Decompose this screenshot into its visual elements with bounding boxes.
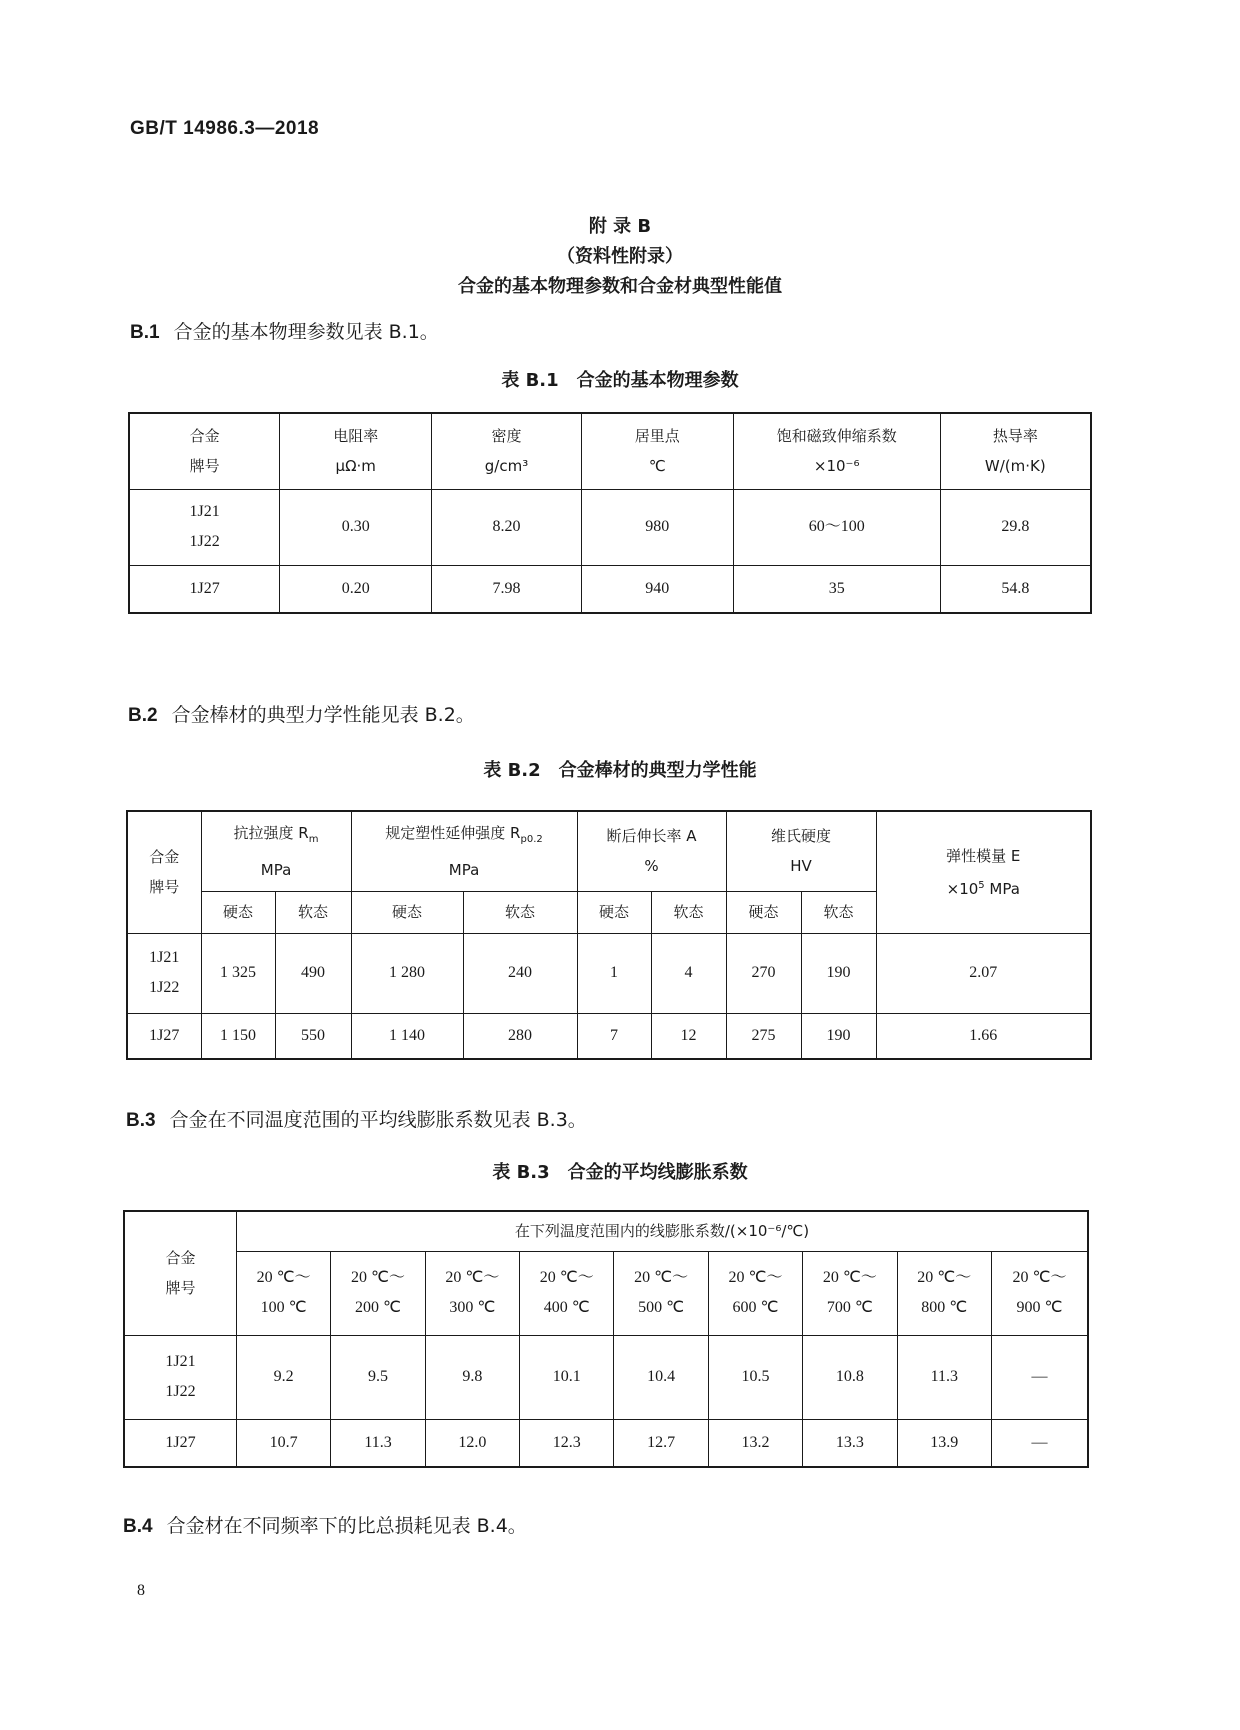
table-cell: 1 150 <box>201 1013 275 1059</box>
table-cell: 11.3 <box>331 1419 425 1467</box>
table-cell: — <box>991 1419 1088 1467</box>
soft-state-label: 软态 <box>651 891 726 933</box>
table-cell: 270 <box>726 933 801 1013</box>
table-cell: 0.30 <box>280 489 432 565</box>
table-cell: 240 <box>463 933 577 1013</box>
table-b3-header-grade: 合金 牌号 <box>124 1211 236 1335</box>
temperature-range-cell: 20 ℃～ 900 ℃ <box>991 1251 1088 1335</box>
table-b2-header-tensile: 抗拉强度 $R_m$ MPa <box>201 811 351 891</box>
temperature-range-cell: 20 ℃～ 100 ℃ <box>236 1251 330 1335</box>
table-b2-header-row <box>127 811 1091 891</box>
table-b2 <box>126 810 1092 1060</box>
table-b2-header-grade: 合金 牌号 <box>127 811 201 933</box>
appendix-type: （资料性附录） <box>557 246 683 267</box>
table-cell: 4 <box>651 933 726 1013</box>
soft-state-label: 软态 <box>801 891 876 933</box>
page-number: 8 <box>137 1582 145 1599</box>
temperature-range-cell: 20 ℃～ 700 ℃ <box>803 1251 897 1335</box>
table-row <box>129 565 1091 613</box>
grade-cell: 1J27 <box>129 565 280 613</box>
section-b2 <box>128 700 475 727</box>
table-cell: 13.3 <box>803 1419 897 1467</box>
table-cell: 11.3 <box>897 1335 991 1419</box>
table-cell: 1 140 <box>351 1013 463 1059</box>
table-cell: 10.1 <box>520 1335 614 1419</box>
table-cell: 9.8 <box>425 1335 519 1419</box>
temperature-range-cell: 20 ℃～ 800 ℃ <box>897 1251 991 1335</box>
hard-state-label: 硬态 <box>577 891 651 933</box>
table-b1-header-magnetostriction: 饱和磁致伸缩系数 ×10⁻⁶ <box>733 413 940 489</box>
table1-title: 表 B.1 合金的基本物理参数 <box>501 370 739 391</box>
table-b1-header-conductivity: 热导率 W/(m·K) <box>940 413 1091 489</box>
table-cell: 10.4 <box>614 1335 708 1419</box>
grade-cell: 1J27 <box>127 1013 201 1059</box>
standard-number: GB/T 14986.3—2018 <box>130 118 320 139</box>
table-cell: 190 <box>801 933 876 1013</box>
section-b4 <box>123 1511 527 1538</box>
temperature-range-cell: 20 ℃～ 300 ℃ <box>425 1251 519 1335</box>
table-b1 <box>128 412 1092 614</box>
table-cell: 280 <box>463 1013 577 1059</box>
section-b4-number: B.4 <box>123 1516 153 1537</box>
table-cell: 10.5 <box>708 1335 802 1419</box>
table-row <box>129 489 1091 565</box>
section-b1-number: B.1 <box>130 322 160 343</box>
table-cell: 1 280 <box>351 933 463 1013</box>
section-b3-number: B.3 <box>126 1110 156 1131</box>
table-cell: 12.7 <box>614 1419 708 1467</box>
table-cell: 2.07 <box>876 933 1091 1013</box>
section-b4-text: 合金材在不同频率下的比总损耗见表 B.4。 <box>166 1515 527 1537</box>
grade-cell: 1J21 1J22 <box>124 1335 236 1419</box>
table-cell: 9.5 <box>331 1335 425 1419</box>
section-b2-number: B.2 <box>128 705 158 726</box>
soft-state-label: 软态 <box>463 891 577 933</box>
table-cell: 12.0 <box>425 1419 519 1467</box>
table-b2-header-elongation: 断后伸长率 A % <box>577 811 726 891</box>
appendix-title: 附 录 B <box>588 216 652 237</box>
table-b1-header-density: 密度 g/cm³ <box>432 413 582 489</box>
table-b2-header-modulus: 弹性模量 E $\times 10^5$ MPa <box>876 811 1091 933</box>
temperature-range-cell: 20 ℃～ 400 ℃ <box>520 1251 614 1335</box>
section-b1-text: 合金的基本物理参数见表 B.1。 <box>173 321 439 343</box>
grade-cell: 1J27 <box>124 1419 236 1467</box>
table-b1-header-row <box>129 413 1091 489</box>
soft-state-label: 软态 <box>275 891 351 933</box>
table-cell: 60～100 <box>733 489 940 565</box>
table-cell: — <box>991 1335 1088 1419</box>
table-cell: 1.66 <box>876 1013 1091 1059</box>
table-cell: 7 <box>577 1013 651 1059</box>
table3-title: 表 B.3 合金的平均线膨胀系数 <box>492 1162 748 1183</box>
table-b1-header-grade: 合金 牌号 <box>129 413 280 489</box>
temperature-range-cell: 20 ℃～ 200 ℃ <box>331 1251 425 1335</box>
table-cell: 275 <box>726 1013 801 1059</box>
table-b3-header-coefficient: 在下列温度范围内的线膨胀系数/(×10⁻⁶/℃) <box>236 1211 1088 1251</box>
table-b1-header-curie: 居里点 ℃ <box>581 413 733 489</box>
table-row <box>124 1335 1088 1419</box>
table-cell: 1 325 <box>201 933 275 1013</box>
table-cell: 12.3 <box>520 1419 614 1467</box>
section-b3 <box>126 1105 587 1132</box>
table-cell: 9.2 <box>236 1335 330 1419</box>
table-cell: 13.2 <box>708 1419 802 1467</box>
table-cell: 13.9 <box>897 1419 991 1467</box>
table-row <box>127 1013 1091 1059</box>
table-b3-range-row <box>124 1251 1088 1335</box>
grade-cell: 1J21 1J22 <box>129 489 280 565</box>
hard-state-label: 硬态 <box>201 891 275 933</box>
table-cell: 12 <box>651 1013 726 1059</box>
table-b1-header-resistivity: 电阻率 μΩ·m <box>280 413 432 489</box>
table-cell: 29.8 <box>940 489 1091 565</box>
table-row <box>127 933 1091 1013</box>
hard-state-label: 硬态 <box>351 891 463 933</box>
section-b1 <box>130 317 439 344</box>
table-cell: 54.8 <box>940 565 1091 613</box>
table-cell: 10.7 <box>236 1419 330 1467</box>
temperature-range-cell: 20 ℃～ 600 ℃ <box>708 1251 802 1335</box>
section-b2-text: 合金棒材的典型力学性能见表 B.2。 <box>171 704 475 726</box>
appendix-subtitle: 合金的基本物理参数和合金材典型性能值 <box>458 276 782 297</box>
table-cell: 7.98 <box>432 565 582 613</box>
table-cell: 940 <box>581 565 733 613</box>
table-cell: 490 <box>275 933 351 1013</box>
table-b2-header-yield: 规定塑性延伸强度 $R_{p0.2}$ MPa <box>351 811 577 891</box>
temperature-range-cell: 20 ℃～ 500 ℃ <box>614 1251 708 1335</box>
table-b3 <box>123 1210 1089 1468</box>
table-cell: 980 <box>581 489 733 565</box>
hard-state-label: 硬态 <box>726 891 801 933</box>
table-cell: 35 <box>733 565 940 613</box>
table-b3-header-row <box>124 1211 1088 1251</box>
grade-cell: 1J21 1J22 <box>127 933 201 1013</box>
section-b3-text: 合金在不同温度范围的平均线膨胀系数见表 B.3。 <box>169 1109 587 1131</box>
table-cell: 550 <box>275 1013 351 1059</box>
table2-title: 表 B.2 合金棒材的典型力学性能 <box>483 760 757 781</box>
table-b2-header-hardness: 维氏硬度 HV <box>726 811 876 891</box>
table-cell: 0.20 <box>280 565 432 613</box>
table-row <box>124 1419 1088 1467</box>
table-cell: 10.8 <box>803 1335 897 1419</box>
table-cell: 8.20 <box>432 489 582 565</box>
table-cell: 1 <box>577 933 651 1013</box>
table-cell: 190 <box>801 1013 876 1059</box>
